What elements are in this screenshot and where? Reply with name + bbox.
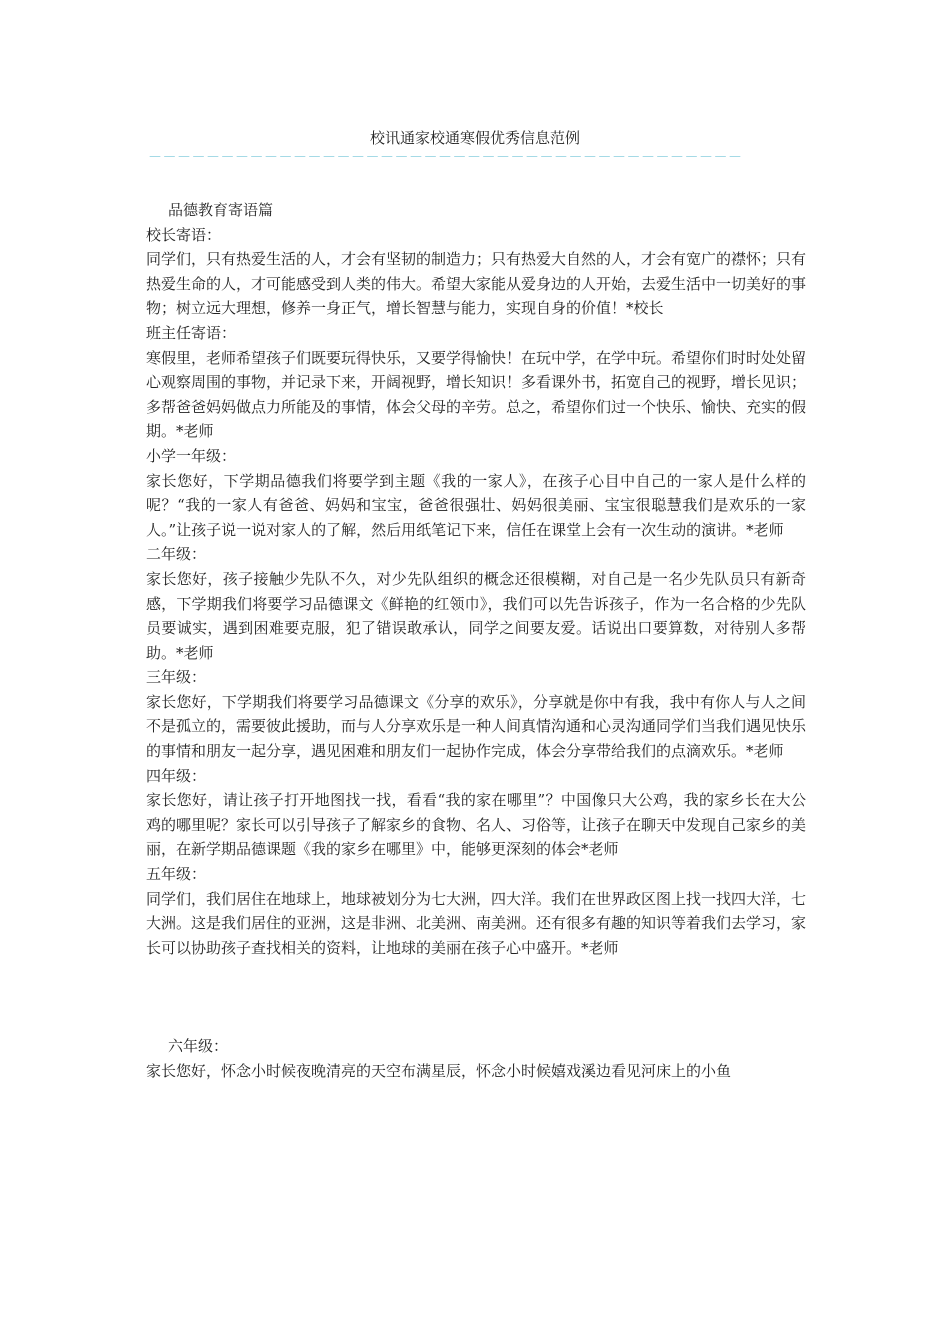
page-gap — [146, 960, 806, 1034]
grade-1-message: 家长您好，下学期品德我们将要学到主题《我的一家人》，在孩子心目中自己的一家人是什么样的呢？“我的一家人有爸爸、妈妈和宝宝，爸爸很强壮、妈妈很美丽、宝宝很聪慧我们是欢乐的一家人。”让孩子说一说对家人的了解，然后用纸笔记下来，信任在课堂上会有一次生动的演讲。*老师 — [146, 471, 806, 539]
grade-6-message: 家长您好，怀念小时候夜晚清亮的天空布满星辰，怀念小时候嬉戏溪边看见河床上的小鱼 — [146, 1062, 732, 1080]
principal-message: 同学们，只有热爱生活的人，才会有坚韧的制造力；只有热爱大自然的人，才会有宽广的襟怀；只有热爱生命的人，才可能感受到人类的伟大。希望大家能从爱身边的人开始，去爱生活中一切美好的事物；树立远大理想，修养一身正气，增长智慧与能力，实现自身的价值！*校长 — [146, 250, 807, 318]
grade-1-heading: 小学一年级： — [146, 446, 237, 465]
grade-6-heading: 六年级： — [168, 1037, 229, 1056]
section-title: 品德教育寄语篇 — [168, 201, 274, 219]
grade-4-message: 家长您好，请让孩子打开地图找一找，看看“我的家在哪里”？中国像只大公鸡，我的家乡长在大公鸡的哪里呢？家长可以引导孩子了解家乡的食物、名人、习俗等，让孩子在聊天中发现自己家乡的美丽，在新学期品德课题《我的家乡在哪里》中，能够更深刻的体会*老师 — [146, 791, 807, 859]
head-teacher-message: 寒假里，老师希望孩子们既要玩得快乐，又要学得愉快！在玩中学，在学中玩。希望你们时时处处留心观察周围的事物，并记录下来，开阔视野，增长知识！多看课外书，拓宽自己的视野，增长见识；多帮爸爸妈妈做点力所能及的事情，体会父母的辛劳。总之，希望你们过一个快乐、愉快、充实的假期。*老师 — [146, 348, 807, 441]
grade-3-heading: 三年级： — [146, 668, 207, 687]
grade-5-heading: 五年级： — [146, 865, 207, 884]
grade-2-message: 家长您好，孩子接触少先队不久，对少先队组织的概念还很模糊，对自己是一名少先队员只有新奇感，下学期我们将要学习品德课文《鲜艳的红领巾》，我们可以先告诉孩子，作为一名合格的少先队员要诚实，遇到困难要克服，犯了错误敢承认，同学之间要友爱。话说出口要算数，对待别人多帮助。*老师 — [146, 569, 806, 662]
document-title: 校讯通家校通寒假优秀信息范例 — [369, 129, 580, 147]
title-divider: －－－－－－－－－－－－－－－－－－－－－－－－－－－－－－－－－－－－－－－－－ — [148, 150, 743, 166]
principal-heading: 校长寄语： — [146, 225, 222, 244]
document-body — [146, 198, 806, 1084]
head-teacher-heading: 班主任寄语： — [146, 323, 237, 342]
grade-3-message: 家长您好，下学期我们将要学习品德课文《分享的欢乐》，分享就是你中有我，我中有你人与人之间不是孤立的，需要彼此援助，而与人分享欢乐是一种人间真情沟通和心灵沟通同学们当我们遇见快乐的事情和朋友一起分享，遇见困难和朋友们一起协作完成，体会分享带给我们的点滴欢乐。*老师 — [146, 692, 807, 761]
grade-2-heading: 二年级： — [146, 545, 207, 564]
grade-4-heading: 四年级： — [146, 766, 207, 785]
grade-5-message: 同学们，我们居住在地球上，地球被划分为七大洲，四大洋。我们在世界政区图上找一找四大洋，七大洲。这是我们居住的亚洲，这是非洲、北美洲、南美洲。还有很多有趣的知识等着我们去学习，家长可以协助孩子查找相关的资料，让地球的美丽在孩子心中盛开。*老师 — [146, 889, 807, 957]
